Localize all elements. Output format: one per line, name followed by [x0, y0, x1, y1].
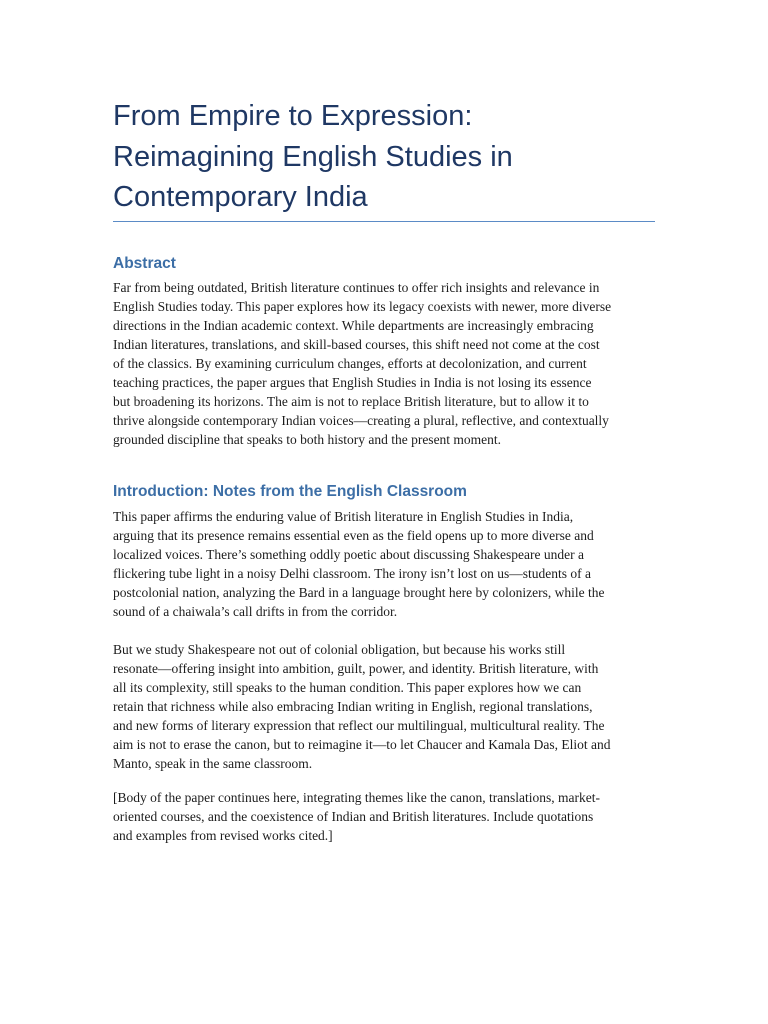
text-line: oriented courses, and the coexistence of Indian and British literatures. Include quotations: [113, 809, 594, 824]
text-line: English Studies today. This paper explores how its legacy coexists with newer, more diverse: [113, 299, 612, 314]
text-line: thrive alongside contemporary Indian voices—creating a plural, reflective, and contextually: [113, 413, 609, 428]
text-line: directions in the Indian academic context. While departments are increasingly embracing: [113, 318, 594, 333]
title-line: Reimagining English Studies in: [113, 140, 513, 173]
text-line: flickering tube light in a noisy Delhi classroom. The irony isn’t lost on us—students of a: [113, 566, 591, 581]
text-line: sound of a chaiwala’s call drifts in from the corridor.: [113, 604, 398, 619]
text-line: and new forms of literary expression that reflect our multilingual, multicultural reality. The: [113, 718, 605, 733]
introduction-paragraph-1: [113, 507, 661, 621]
text-line: [Body of the paper continues here, integrating themes like the canon, translations, market-: [113, 790, 600, 805]
body-placeholder-paragraph: [113, 788, 661, 845]
introduction-heading: Introduction: Notes from the English Classroom: [113, 483, 467, 500]
text-line: But we study Shakespeare not out of colonial obligation, but because his works still: [113, 642, 566, 657]
document-title-block: [113, 96, 655, 218]
text-line: resonate—offering insight into ambition, guilt, power, and identity. British literature, with: [113, 661, 599, 676]
title-divider: [113, 221, 655, 222]
text-line: grounded discipline that speaks to both history and the present moment.: [113, 432, 502, 447]
text-line: localized voices. There’s something oddly poetic about discussing Shakespeare under a: [113, 547, 584, 562]
text-line: Manto, speak in the same classroom.: [113, 756, 313, 771]
text-line: retain that richness while also embracing Indian writing in English, regional translations,: [113, 699, 593, 714]
text-line: and examples from revised works cited.]: [113, 828, 333, 843]
abstract-heading: Abstract: [113, 255, 176, 272]
text-line: aim is not to erase the canon, but to reimagine it—to let Chaucer and Kamala Das, Eliot and: [113, 737, 611, 752]
text-line: teaching practices, the paper argues that English Studies in India is not losing its essence: [113, 375, 592, 390]
text-line: all its complexity, still speaks to the human condition. This paper explores how we can: [113, 680, 582, 695]
abstract-paragraph: [113, 278, 661, 449]
text-line: but broadening its horizons. The aim is not to replace British literature, but to allow it to: [113, 394, 589, 409]
document-title: [113, 96, 655, 218]
text-line: arguing that its presence remains essential even as the field opens up to more diverse and: [113, 528, 594, 543]
text-line: This paper affirms the enduring value of British literature in English Studies in India,: [113, 509, 574, 524]
text-line: Far from being outdated, British literature continues to offer rich insights and relevance in: [113, 280, 600, 295]
text-line: postcolonial nation, analyzing the Bard in a language brought here by colonizers, while the: [113, 585, 605, 600]
title-line: From Empire to Expression:: [113, 100, 473, 132]
title-line: Contemporary India: [113, 181, 368, 213]
introduction-paragraph-2: [113, 640, 661, 773]
text-line: of the classics. By examining curriculum changes, efforts at decolonization, and current: [113, 356, 587, 371]
text-line: Indian literatures, translations, and skill-based courses, this shift need not come at the cost: [113, 337, 600, 352]
